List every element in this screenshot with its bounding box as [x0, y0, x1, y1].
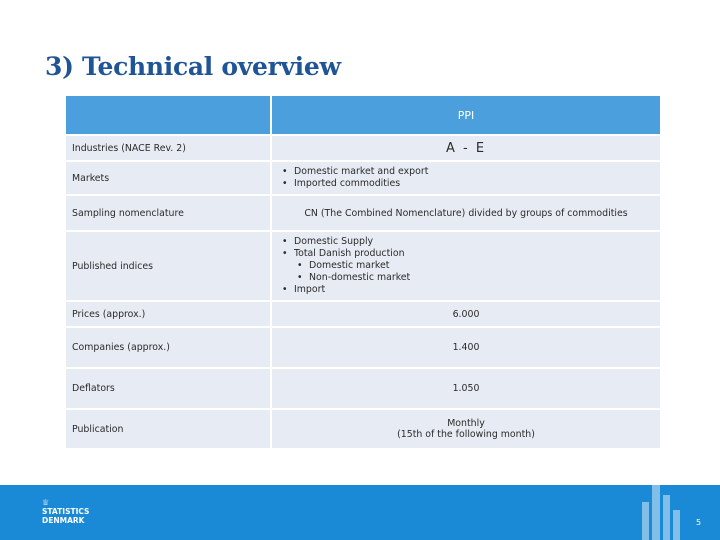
list-item: • Imported commodities: [282, 178, 660, 190]
footer-bar: [0, 485, 720, 540]
row-deflators: [66, 369, 660, 408]
row-value: A - E: [272, 136, 660, 160]
publication-frequency: Monthly: [447, 418, 485, 429]
row-value: 1.050: [272, 369, 660, 408]
row-published-indices: [66, 232, 660, 300]
row-prices: [66, 302, 660, 326]
row-publication: [66, 410, 660, 448]
row-label: Sampling nomenclature: [66, 196, 272, 230]
crown-icon: ♕: [42, 498, 50, 507]
row-companies: [66, 328, 660, 367]
row-markets: [66, 162, 660, 194]
row-label: Industries (NACE Rev. 2): [66, 136, 272, 160]
row-value: 1.400: [272, 328, 660, 367]
page-number: 5: [696, 518, 702, 527]
page-title: 3) Technical overview: [45, 52, 341, 81]
decor-bar: [673, 510, 680, 540]
decor-bar: [663, 495, 670, 540]
row-value: [272, 162, 660, 194]
header-empty-cell: [66, 96, 272, 134]
list-item-text: Total Danish production: [294, 248, 405, 259]
table-header-row: [66, 96, 660, 134]
row-label: Prices (approx.): [66, 302, 272, 326]
logo-text-line2: DENMARK: [42, 516, 85, 525]
row-label: Deflators: [66, 369, 272, 408]
list-item: [282, 248, 660, 284]
header-ppi: PPI: [272, 96, 660, 134]
row-label: Published indices: [66, 232, 272, 300]
row-label: Markets: [66, 162, 272, 194]
overview-table: [66, 94, 660, 450]
row-label: Publication: [66, 410, 272, 448]
row-value: [272, 232, 660, 300]
row-value: [272, 410, 660, 448]
list-item: • Import: [282, 284, 660, 296]
list-item: • Domestic market and export: [282, 166, 660, 178]
row-value: 6.000: [272, 302, 660, 326]
row-sampling: [66, 196, 660, 230]
row-industries: [66, 136, 660, 160]
decor-bar: [642, 502, 649, 540]
list-item: • Domestic Supply: [282, 236, 660, 248]
sub-list-item: • Domestic market: [297, 260, 660, 272]
sub-list-item: • Non-domestic market: [297, 272, 660, 284]
decorative-bars: [640, 485, 692, 540]
decor-bar: [652, 485, 660, 540]
logo-text-line1: STATISTICS: [42, 507, 90, 516]
row-value: CN (The Combined Nomenclature) divided by groups of commodities: [272, 196, 660, 230]
row-label: Companies (approx.): [66, 328, 272, 367]
statistics-denmark-logo: [42, 499, 89, 525]
publication-date: (15th of the following month): [397, 429, 535, 440]
